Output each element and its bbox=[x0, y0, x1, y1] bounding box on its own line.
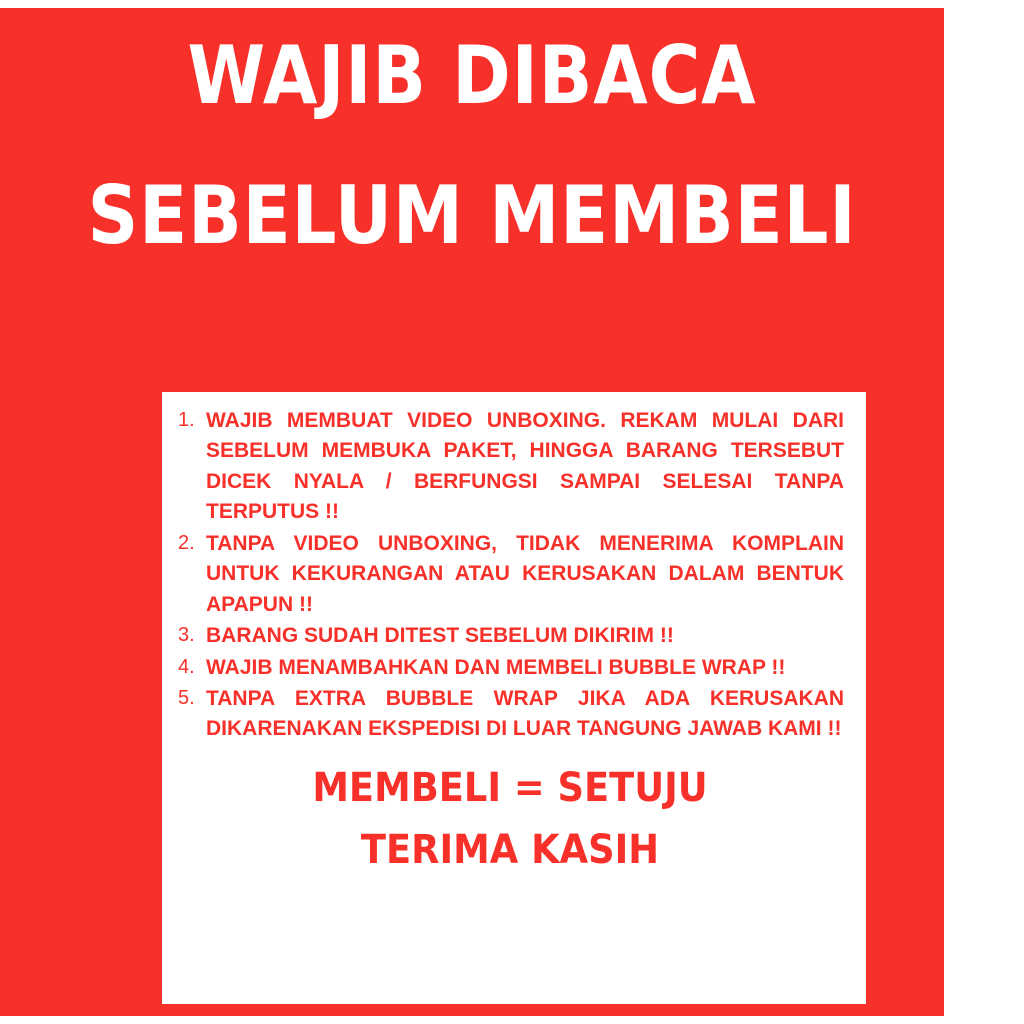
headline-line-2: SEBELUM MEMBELI bbox=[87, 169, 857, 262]
headline-block bbox=[0, 29, 944, 262]
rule-text-1: WAJIB MEMBUAT VIDEO UNBOXING. REKAM MULAI DARI SEBELUM MEMBUKA PAKET, HINGGA BARANG TERSEBUT DICEK NYALA / BERFUNGSI SAMPAI SELESAI TANPA TERPUTUS !! bbox=[206, 409, 844, 524]
closing-line-1: MEMBELI = SETUJU bbox=[312, 764, 708, 811]
rules-list bbox=[176, 406, 844, 745]
closing-line-2: TERIMA KASIH bbox=[360, 826, 660, 873]
list-item bbox=[176, 653, 844, 683]
list-item bbox=[176, 529, 844, 620]
rule-text-4: WAJIB MENAMBAHKAN DAN MEMBELI BUBBLE WRAP !! bbox=[206, 655, 786, 679]
rule-text-3: BARANG SUDAH DITEST SEBELUM DIKIRIM !! bbox=[206, 624, 674, 648]
list-item bbox=[176, 684, 844, 745]
list-item bbox=[176, 406, 844, 528]
closing-block bbox=[176, 757, 844, 881]
headline-line-1: WAJIB DIBACA bbox=[187, 29, 757, 122]
list-item bbox=[176, 621, 844, 651]
rule-text-2: TANPA VIDEO UNBOXING, TIDAK MENERIMA KOMPLAIN UNTUK KEKURANGAN ATAU KERUSAKAN DALAM BENTUK APAPUN !! bbox=[206, 531, 844, 616]
rules-card bbox=[162, 392, 866, 1004]
rule-text-5: TANPA EXTRA BUBBLE WRAP JIKA ADA KERUSAKAN DIKARENAKAN EKSPEDISI DI LUAR TANGUNG JAWAB KAMI !! bbox=[206, 686, 844, 741]
